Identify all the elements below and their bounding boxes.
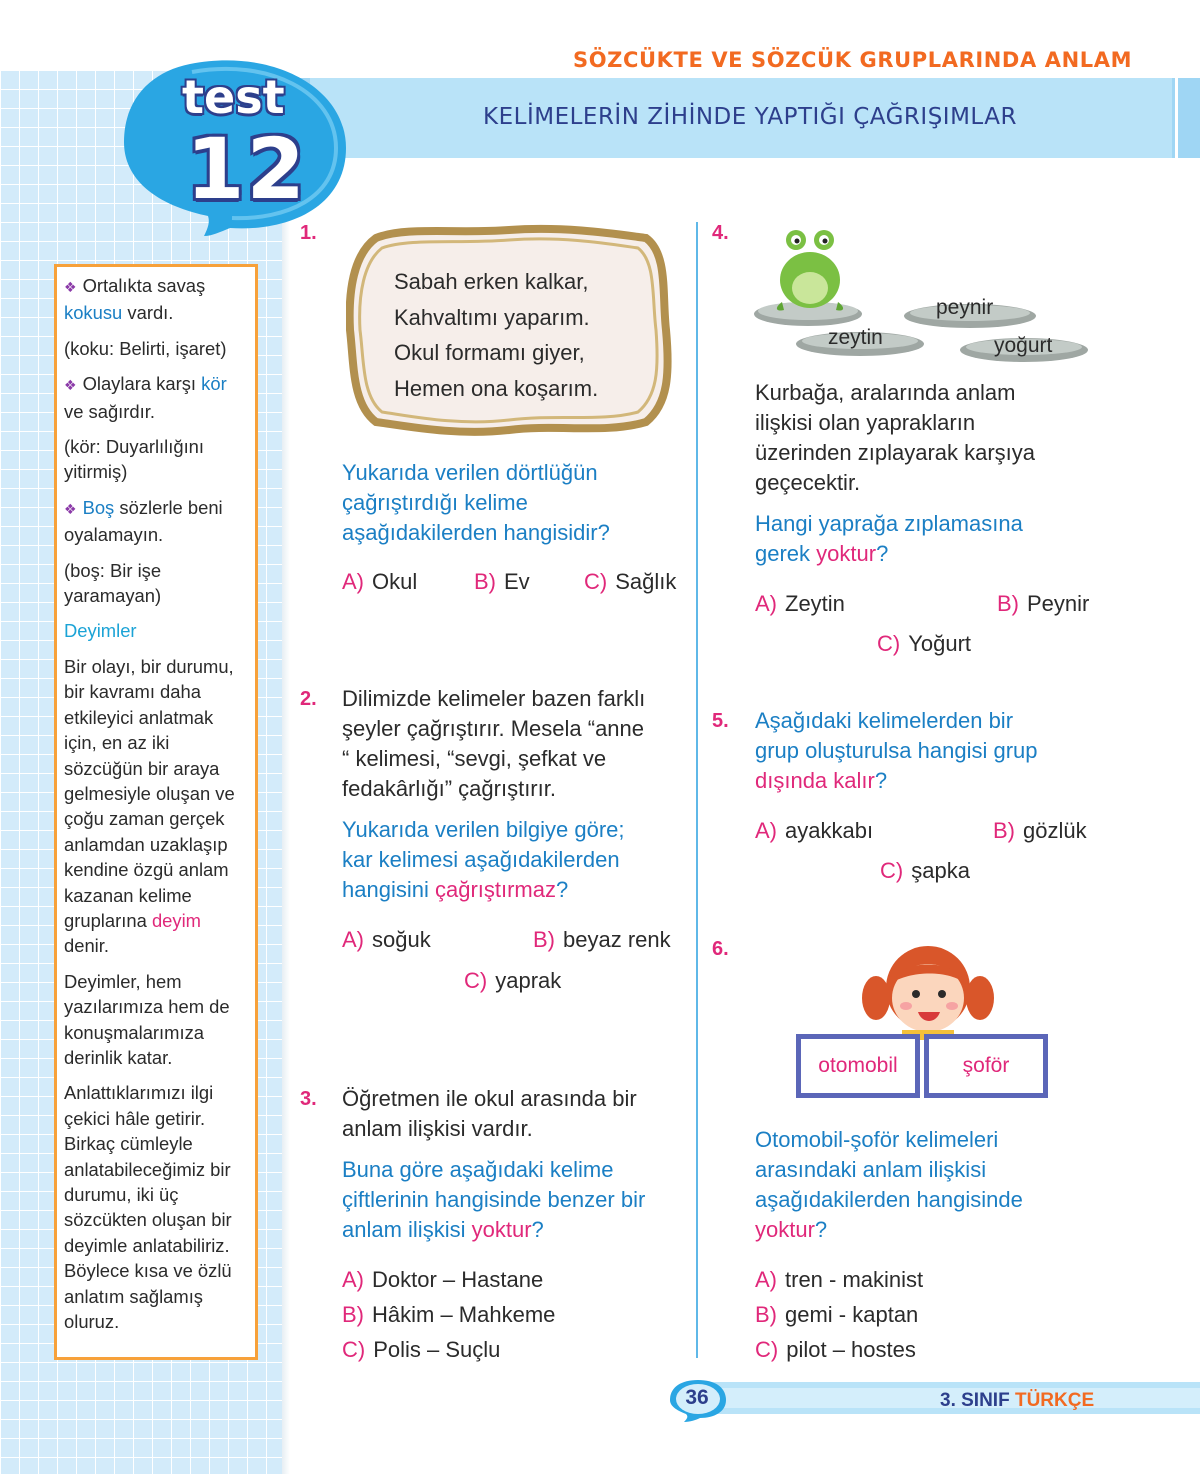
diamond-bullet-icon: ❖: [64, 500, 77, 517]
answer-option-b[interactable]: B) gözlük: [993, 818, 1087, 843]
column-divider: [696, 222, 698, 1358]
question-text: Kurbağa, aralarında anlam ilişkisi olan yaprakların üzerinden zıplayarak karşıya geçecektir.: [755, 380, 1036, 495]
topic-title: KELİMELERİN ZİHİNDE YAPTIĞI ÇAĞRIŞIMLAR: [483, 104, 1017, 130]
answer-option-a[interactable]: A) Zeytin: [755, 591, 845, 616]
poem-text: Sabah erken kalkar, Kahvaltımı yaparım. Okul formamı giyer, Hemen ona koşarım.: [394, 269, 599, 401]
question-text: Öğretmen ile okul arasında bir anlam ilişkisi vardır.: [342, 1086, 637, 1141]
answer-option-b[interactable]: B) gemi - kaptan: [755, 1302, 919, 1327]
question-number: 6.: [712, 938, 729, 960]
leaf-word-yogurt: yoğurt: [994, 334, 1053, 357]
question-number: 3.: [300, 1088, 317, 1110]
girl-illustration: [850, 936, 1006, 1040]
question-prompt: Hangi yaprağa zıplamasına gerek yoktur?: [755, 511, 1023, 566]
answer-option-a[interactable]: A) Okul: [342, 569, 418, 594]
answer-option-a[interactable]: A) tren - makinist: [755, 1267, 924, 1292]
question-prompt: Aşağıdaki kelimelerden bir grup oluşturulsa hangisi grup dışında kalır?: [755, 708, 1038, 793]
answer-option-b[interactable]: B) Ev: [474, 569, 530, 594]
question-prompt: Yukarıda verilen bilgiye göre; kar kelimesi aşağıdakilerden hangisini çağrıştırmaz?: [342, 817, 625, 902]
answer-option-a[interactable]: A) Doktor – Hastane: [342, 1267, 544, 1292]
info-box: [54, 264, 258, 1360]
leaf-word-zeytin: zeytin: [828, 326, 883, 349]
answer-option-a[interactable]: A) ayakkabı: [755, 818, 874, 843]
topic-banner: [300, 78, 1200, 158]
page-number: 36: [685, 1386, 709, 1409]
highlight-word: deyim: [151, 909, 201, 931]
question-number: 5.: [712, 710, 729, 732]
definition-2: (kör: Duyarlılığını yitirmiş): [64, 436, 205, 483]
diamond-bullet-icon: ❖: [64, 377, 77, 394]
question-prompt: Yukarıda verilen dörtlüğün çağrıştırdığı kelime aşağıdakilerden hangisidir?: [342, 460, 610, 545]
section-title: SÖZCÜKTE VE SÖZCÜK GRUPLARINDA ANLAM: [573, 48, 1133, 72]
definition-1: (koku: Belirti, işaret): [64, 337, 227, 359]
answer-option-c[interactable]: C) yaprak: [464, 968, 562, 993]
question-prompt: Buna göre aşağıdaki kelime çiftlerinin hangisinde benzer bir anlam ilişkisi yoktur?: [342, 1157, 646, 1242]
word-cards: [796, 1034, 1048, 1098]
word-card-otomobil: otomobil: [796, 1034, 920, 1098]
idioms-paragraph-2: Deyimler, hem yazılarımıza hem de konuşmalarımıza derinlik katar.: [64, 970, 230, 1068]
answer-option-c[interactable]: C) Polis – Suçlu: [342, 1337, 501, 1362]
page-gutter: [282, 210, 290, 1474]
answer-option-c[interactable]: C) şapka: [880, 858, 970, 883]
example-2: ❖ Olaylara karşı kör ve sağırdır.: [64, 373, 227, 422]
question-prompt: Otomobil-şoför kelimeleri arasındaki anlam ilişkisi aşağıdakilerden hangisinde yoktur?: [755, 1127, 1023, 1242]
word-card-sofor: şoför: [924, 1034, 1048, 1098]
book-label: 3. SINIF TÜRKÇE: [940, 1390, 1095, 1411]
answer-option-c[interactable]: C) Sağlık: [584, 569, 677, 594]
question-number: 2.: [300, 688, 317, 710]
question-number: 4.: [712, 222, 729, 244]
answer-option-b[interactable]: B) Peynir: [997, 591, 1090, 616]
diamond-bullet-icon: ❖: [64, 279, 77, 295]
badge-test-number: 12: [186, 120, 307, 218]
idioms-heading: Deyimler: [64, 620, 137, 642]
definition-3: (boş: Bir işe yaramayan): [64, 559, 162, 607]
highlight-word: kokusu: [64, 302, 123, 324]
leaf-word-peynir: peynir: [936, 296, 994, 319]
frog-icon: [777, 230, 843, 311]
question-number: 1.: [300, 222, 317, 244]
example-1: ❖ Ortalıkta savaş kokusu vardı.: [64, 275, 206, 324]
idioms-paragraph-1: Bir olayı, bir durumu, bir kavramı daha etkileyici anlatmak için, en az iki sözcüğün bir araya gelmesiyle oluşan ve çoğu zaman gerçek anlamdan uzaklaşıp kendine özgü anlam kazanan kelime gruplarına deyim denir.: [64, 655, 235, 957]
highlight-word: kör: [201, 373, 227, 395]
answer-option-b[interactable]: B) Hâkim – Mahkeme: [342, 1302, 556, 1327]
answer-option-b[interactable]: B) beyaz renk: [533, 927, 671, 952]
highlight-word: Boş: [82, 496, 115, 518]
idioms-paragraph-3: Anlattıklarımızı ilgi çekici hâle getirir. Birkaç cümleyle anlatabileceğimiz bir durumu, iki üç sözcükten oluşan bir deyimle anlatabiliriz. Böylece kısa ve özlü anlatım sağlamış oluruz.: [64, 1082, 232, 1333]
badge-test-label: test: [182, 70, 285, 124]
example-3: ❖ Boş sözlerle beni oyalamayın.: [64, 496, 223, 546]
answer-option-c[interactable]: C) Yoğurt: [877, 631, 972, 656]
question-text: Dilimizde kelimeler bazen farklı şeyler çağrıştırır. Mesela “anne “ kelimesi, “sevgi, şefkat ve fedakârlığı” çağrıştırır.: [342, 686, 646, 801]
answer-option-a[interactable]: A) soğuk: [342, 927, 431, 952]
answer-option-c[interactable]: C) pilot – hostes: [755, 1337, 916, 1362]
